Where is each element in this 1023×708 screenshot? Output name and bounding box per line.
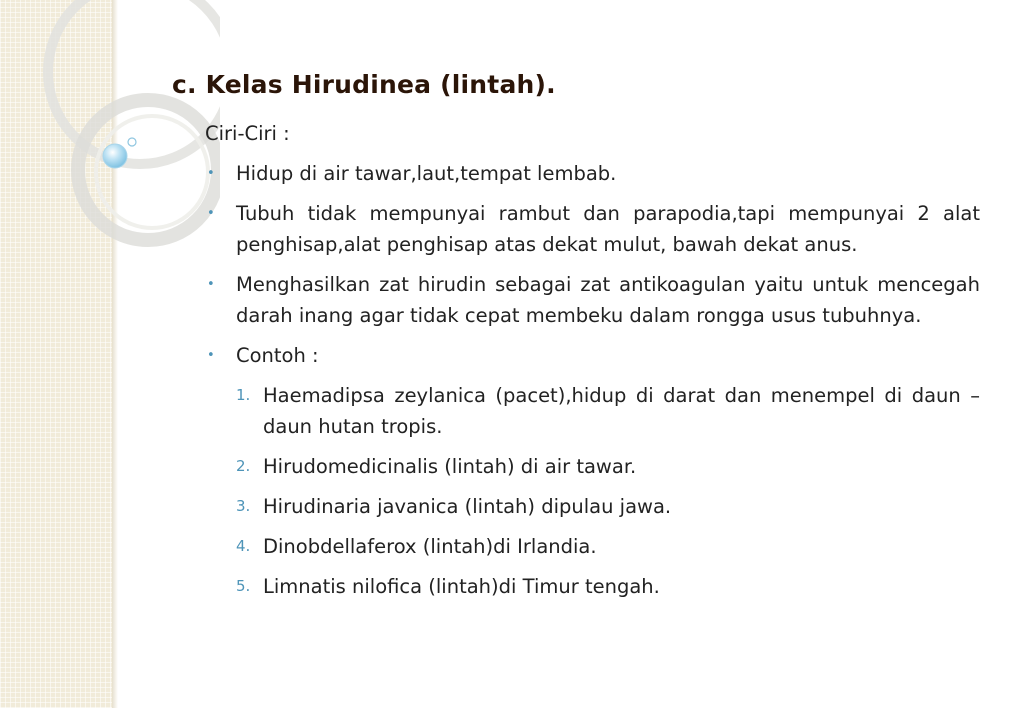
example-text: Haemadipsa zeylanica (pacet),hidup di darat dan menempel di daun – daun hutan tropis. <box>263 384 980 438</box>
example-text: Dinobdellaferox (lintah)di Irlandia. <box>263 535 597 558</box>
decorative-circles <box>0 0 220 280</box>
bullet-text: Contoh : <box>236 344 319 367</box>
example-item <box>205 380 980 442</box>
example-text: Limnatis nilofica (lintah)di Timur tengah. <box>263 575 660 598</box>
bullet-dot-icon: • <box>207 166 215 181</box>
bullet-text: Tubuh tidak mempunyai rambut dan parapodia,tapi mempunyai 2 alat penghisap,alat penghisap atas dekat mulut, bawah dekat anus. <box>236 202 980 256</box>
example-item <box>205 531 980 562</box>
examples-list <box>205 380 980 602</box>
example-item <box>205 451 980 482</box>
example-number: 4. <box>236 537 251 555</box>
example-item <box>205 571 980 602</box>
bullet-text: Hidup di air tawar,laut,tempat lembab. <box>236 162 617 185</box>
example-number: 1. <box>236 386 251 404</box>
slide-title: c. Kelas Hirudinea (lintah). <box>172 70 556 99</box>
example-number: 3. <box>236 497 251 515</box>
example-text: Hirudomedicinalis (lintah) di air tawar. <box>263 455 637 478</box>
bullet-item <box>205 340 980 371</box>
example-number: 5. <box>236 577 251 595</box>
bullet-dot-icon: • <box>207 206 215 221</box>
example-number: 2. <box>236 457 251 475</box>
bullet-item <box>205 269 980 331</box>
characteristics-heading: Ciri-Ciri : <box>205 122 290 145</box>
example-item <box>205 491 980 522</box>
bullet-dot-icon: • <box>207 348 215 363</box>
bullet-item <box>205 198 980 260</box>
example-text: Hirudinaria javanica (lintah) dipulau jawa. <box>263 495 672 518</box>
bullet-item <box>205 158 980 189</box>
bullet-dot-icon: • <box>207 277 215 292</box>
bullet-text: Menghasilkan zat hirudin sebagai zat antikoagulan yaitu untuk mencegah darah inang agar tidak cepat membeku dalam rongga usus tubuhnya. <box>236 273 980 327</box>
slide-content <box>205 118 980 611</box>
